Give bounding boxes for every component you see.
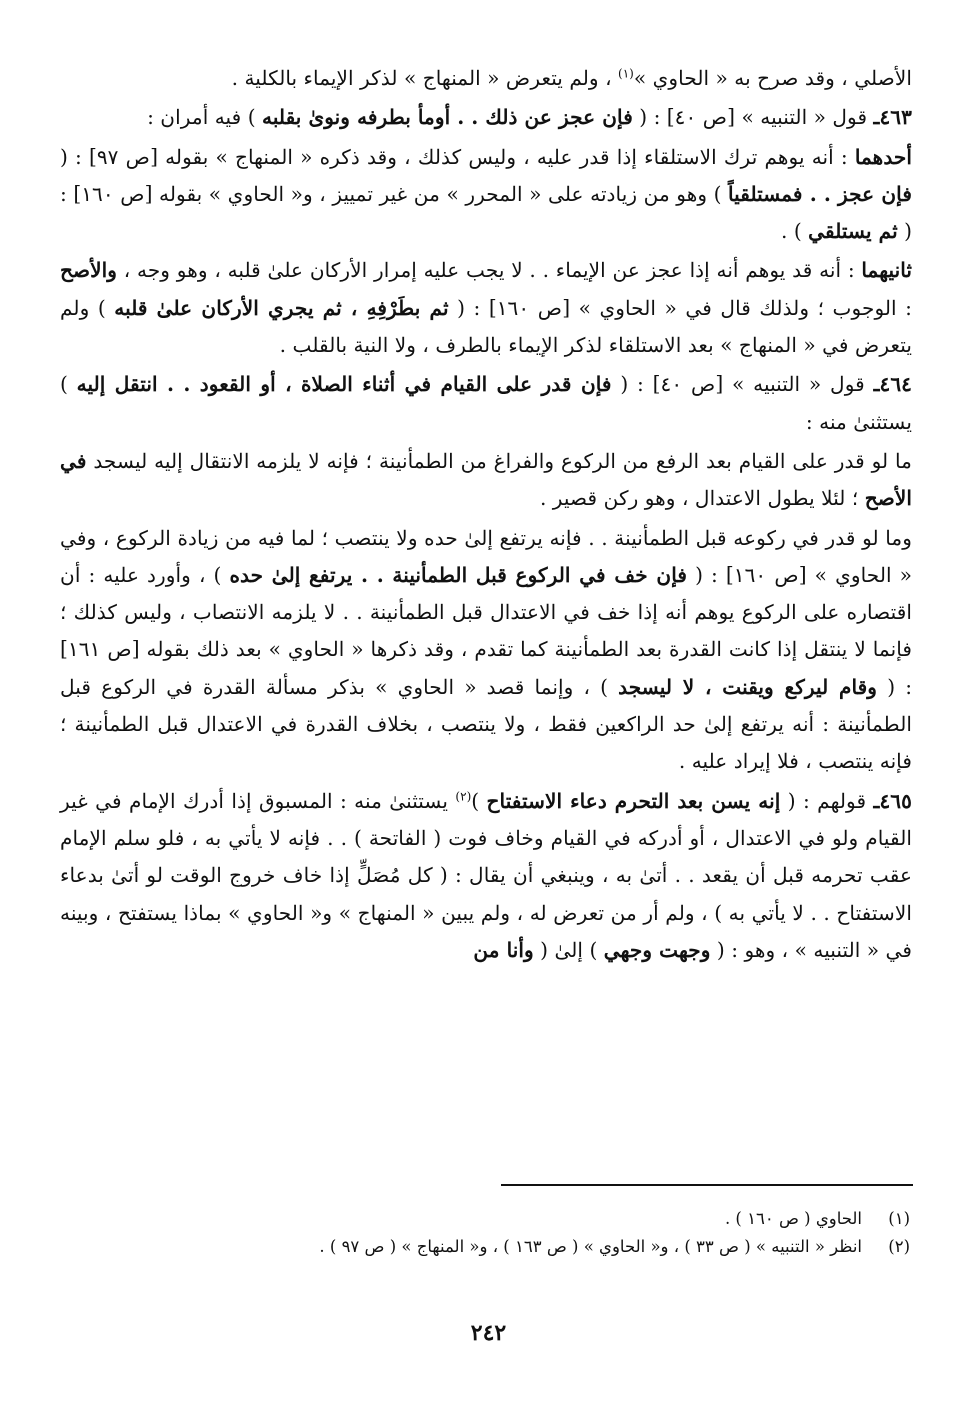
paragraph-6 xyxy=(60,520,912,781)
bold-text: ٤٦٣ـ xyxy=(873,105,912,130)
paragraph-2 xyxy=(60,139,912,251)
bold-text: فإن خف في الركوع قبل الطمأنينة . . يرتفع إلىٰ حده xyxy=(229,562,688,587)
text-run: : أنه قد يوهم أنه إذا عجز عن الإيماء . . لا يجب عليه إمرار الأركان علىٰ قلبه ، وهو وجه ، xyxy=(117,258,862,283)
bold-text: فإن عجز عن ذلك . . أومأ بطرفه ونوىٰ بقلبه xyxy=(262,105,633,130)
footnote-ref: (١) xyxy=(618,66,634,81)
footnote-text: انظر « التنبيه » ( ص ٣٣ ) ، و« الحاوي » ( ص ١٦٣ ) ، و« المنهاج » ( ص ٩٧ ) . xyxy=(319,1237,862,1256)
paragraph-1 xyxy=(60,99,912,136)
text-run: ) يستثنىٰ منه : xyxy=(60,372,912,434)
text-run: ؛ لئلا يطول الاعتدال ، وهو ركن قصير . xyxy=(539,486,865,511)
bold-text: فإن قدر على القيام في أثناء الصلاة ، أو القعود . . انتقل إليه xyxy=(76,372,612,397)
text-run: ) xyxy=(471,788,487,813)
text-run: قولهم : ( xyxy=(780,788,874,813)
bold-text: ثم يستلقي xyxy=(808,219,898,244)
footnote-item xyxy=(60,1233,912,1261)
text-run: : الوجوب ؛ ولذلك قال في « الحاوي » [ص ١٦٠] : ( xyxy=(448,295,912,320)
bold-text: وأنا من xyxy=(473,937,534,962)
text-run: : أنه يوهم ترك الاستلقاء إذا قدر عليه ، وليس كذلك ، وقد ذكره « المنهاج » بقوله [ص ٩٧] : ( xyxy=(60,144,855,169)
page-number: ٢٤٢ xyxy=(470,1320,507,1346)
bold-text: ٤٦٥ـ xyxy=(873,788,912,813)
footnote-number: (٢) xyxy=(888,1237,910,1256)
text-run: قول « التنبيه » [ص ٤٠] : ( xyxy=(611,372,874,397)
paragraph-7 xyxy=(60,783,912,969)
text-run: ) وهو من زيادته على « المحرر » من غير تمييز ، و« الحاوي » بقوله [ص ١٦٠] : ( xyxy=(60,181,912,244)
footnote-ref: (٢) xyxy=(455,788,472,803)
footnote-number: (١) xyxy=(888,1209,910,1228)
text-run: قول « التنبيه » [ص ٤٠] : ( xyxy=(632,105,874,130)
paragraph-4 xyxy=(60,366,912,441)
bold-text: ٤٦٤ـ xyxy=(873,372,913,397)
bold-text: وجهت وجهي xyxy=(603,937,711,962)
text-run: يستثنىٰ منه : المسبوق إذا أدرك الإمام في غير القيام ولو في الاعتدال ، أو أدركه في القيام وخاف فوت ( الفاتحة ) . . فإنه لا يأتي به ، فلو سلم الإمام عقب تحرمه قبل أن يقعد . . أتىٰ به ، وينبغي أن يقال : ( كل مُصَلٍّ إذا خاف خروج الوقت لو أتىٰ بدعاء الاستفتاح . . لا يأتي به ) ، ولم أر من تعرض له ، ولم يبين « المنهاج » و« الحاوي » بماذا يستفتح ، وبينه في « التنبيه » ، وهو : ( xyxy=(60,788,912,962)
text-run: ما لو قدر على القيام بعد الرفع من الركوع والفراغ من الطمأنينة ؛ فإنه لا يلزمه الانتقال إليه ليسجد xyxy=(86,448,912,473)
text-run: ) . xyxy=(781,219,809,244)
bold-text: ثم بطَرْفِهِ ، ثم يجري الأركان علىٰ قلبه xyxy=(114,295,449,320)
paragraph-0 xyxy=(60,60,912,97)
footnote-item xyxy=(60,1205,912,1233)
footnote-text: الحاوي ( ص ١٦٠ ) . xyxy=(724,1209,862,1228)
text-run: الأصلي ، وقد صرح به « الحاوي » xyxy=(633,66,912,90)
bold-text: ثانيهما xyxy=(861,258,912,283)
bold-text: في الأصح xyxy=(60,448,912,511)
main-text xyxy=(60,60,912,969)
footnotes xyxy=(60,1205,912,1261)
paragraph-5 xyxy=(60,443,912,518)
bold-text: وقام ليركع ويقنت ، لا ليسجد xyxy=(618,674,878,699)
text-run: ) إلىٰ ( xyxy=(533,937,604,962)
paragraph-3 xyxy=(60,252,912,364)
text-run: ، ولم يتعرض « المنهاج » لذكر الإيماء بالكلية . xyxy=(231,66,619,90)
bold-text: أحدهما xyxy=(854,144,913,169)
bold-text: والأصح xyxy=(60,258,118,283)
text-run: ) ، وأورد عليه : أن اقتصاره على الركوع يوهم أنه إذا خف في الاعتدال قبل الطمأنينة . . لا يلزمه الانتصاب ، وليس كذلك ؛ فإنما لا ينتقل إذا كانت القدرة بعد الطمأنينة كما تقدم ، وقد ذكرها « الحاوي » بعد ذلك بقوله [ص ١٦١] : ( xyxy=(60,562,913,699)
text-run: ) فيه أمران : xyxy=(147,105,262,130)
text-run: ) ، وإنما قصد « الحاوي » بذكر مسألة القدرة في الركوع قبل الطمأنينة : أنه يرتفع إلىٰ حد الراكعين فقط ، ولا ينتصب ، بخلاف القدرة في الاعتدال قبل الطمأنينة ؛ فإنه ينتصب ، فلا إيراد عليه . xyxy=(60,674,912,774)
bold-text: فإن عجز . . فمستلقياً xyxy=(728,181,912,206)
text-run: ) ولم يتعرض في « المنهاج » بعد الاستلقاء لذكر الإيماء بالطرف ، ولا النية بالقلب . xyxy=(60,295,912,358)
bold-text: إنه يسن بعد التحرم دعاء الاستفتاح xyxy=(486,788,781,813)
text-run: وما لو قدر في ركوعه قبل الطمأنينة . . فإنه يرتفع إلىٰ حده ولا ينتصب ؛ لما فيه من زيادة الركوع ، وفي « الحاوي » [ص ١٦٠] : ( xyxy=(60,525,912,587)
footnote-divider xyxy=(501,1184,913,1186)
